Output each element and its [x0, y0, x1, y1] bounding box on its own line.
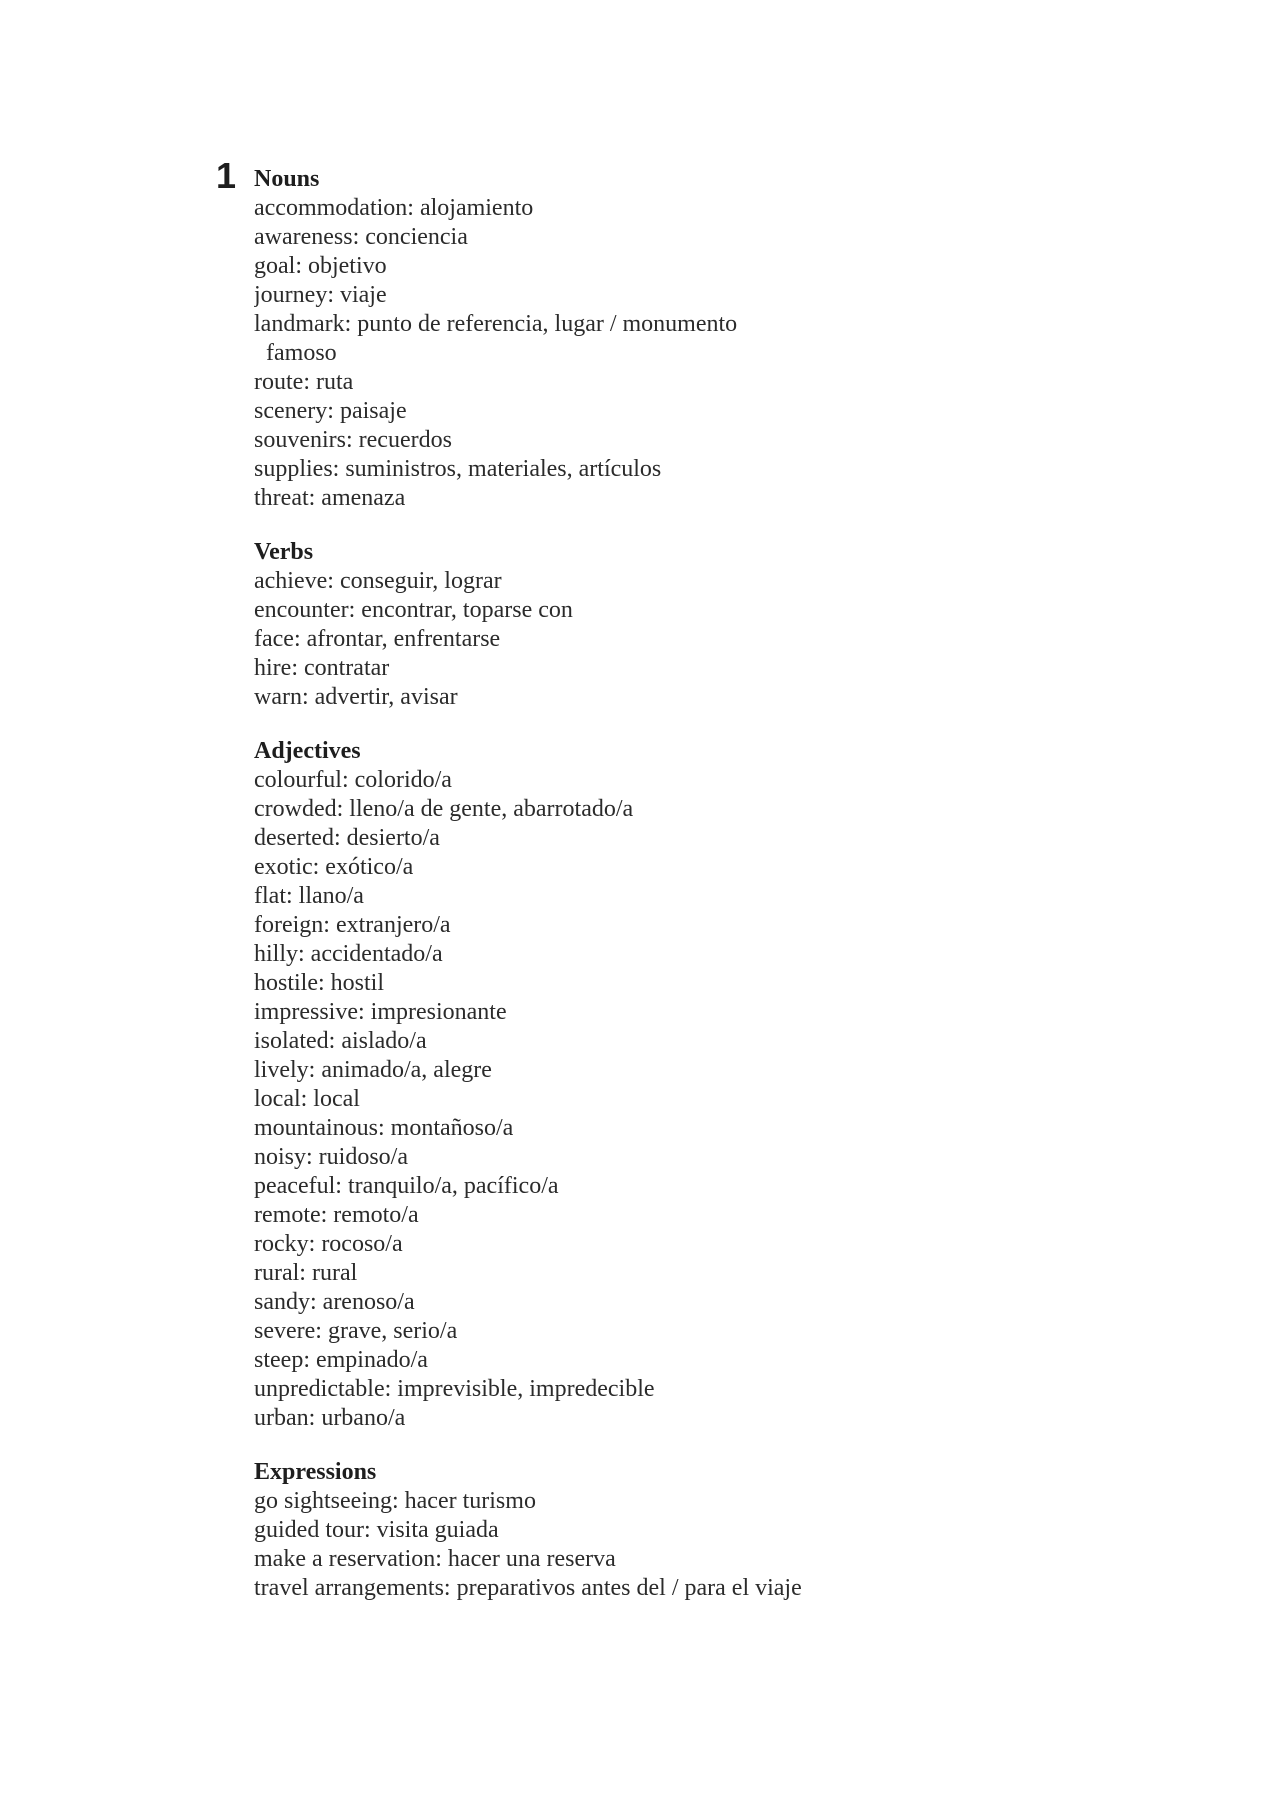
vocab-entry: warn: advertir, avisar [254, 684, 458, 710]
vocab-entry: flat: llano/a [254, 883, 364, 909]
unit-number: 1 [216, 155, 237, 196]
vocab-entry: deserted: desierto/a [254, 825, 440, 851]
section-expressions [254, 1458, 874, 1603]
vocab-entry: threat: amenaza [254, 485, 406, 511]
vocab-entry: urban: urbano/a [254, 1405, 406, 1431]
vocab-entry: make a reservation: hacer una reserva [254, 1546, 616, 1572]
vocab-entry: steep: empinado/a [254, 1347, 428, 1373]
vocab-entry: goal: objetivo [254, 253, 387, 279]
vocab-entry: achieve: conseguir, lograr [254, 568, 502, 594]
vocab-entry: isolated: aislado/a [254, 1028, 427, 1054]
vocab-entry: hilly: accidentado/a [254, 941, 443, 967]
vocab-entry: guided tour: visita guiada [254, 1517, 499, 1543]
vocab-entry: exotic: exótico/a [254, 854, 414, 880]
vocab-entry: local: local [254, 1086, 360, 1112]
vocab-entry: landmark: punto de referencia, lugar / monumento [254, 311, 738, 337]
vocab-entry: rural: rural [254, 1260, 358, 1286]
vocab-entry: rocky: rocoso/a [254, 1231, 403, 1257]
vocab-entry: hire: contratar [254, 655, 390, 681]
vocab-entry: sandy: arenoso/a [254, 1289, 415, 1315]
vocab-entry: travel arrangements: preparativos antes del / para el viaje [254, 1575, 802, 1601]
vocab-entry: scenery: paisaje [254, 398, 407, 424]
section-heading: Expressions [254, 1459, 377, 1485]
vocab-entry: mountainous: montañoso/a [254, 1115, 514, 1141]
section-heading: Nouns [254, 166, 320, 192]
section-verbs [254, 538, 874, 712]
section-adjectives [254, 737, 874, 1433]
vocab-entry: colourful: colorido/a [254, 767, 452, 793]
vocab-entry: remote: remoto/a [254, 1202, 419, 1228]
vocab-entry: severe: grave, serio/a [254, 1318, 458, 1344]
vocab-entry: hostile: hostil [254, 970, 385, 996]
vocab-entry: route: ruta [254, 369, 354, 395]
vocab-entry: souvenirs: recuerdos [254, 427, 452, 453]
vocab-entry: supplies: suministros, materiales, artículos [254, 456, 662, 482]
vocab-entry-continuation: famoso [266, 340, 337, 366]
section-heading: Adjectives [254, 738, 361, 764]
section-heading: Verbs [254, 539, 314, 565]
vocabulary-list [254, 165, 874, 1628]
vocab-entry: peaceful: tranquilo/a, pacífico/a [254, 1173, 559, 1199]
vocab-entry: impressive: impresionante [254, 999, 507, 1025]
vocab-entry: go sightseeing: hacer turismo [254, 1488, 536, 1514]
vocab-entry: noisy: ruidoso/a [254, 1144, 408, 1170]
vocab-entry: face: afrontar, enfrentarse [254, 626, 501, 652]
vocab-entry: accommodation: alojamiento [254, 195, 534, 221]
vocab-entry: crowded: lleno/a de gente, abarrotado/a [254, 796, 634, 822]
section-nouns [254, 165, 874, 513]
vocab-entry: journey: viaje [254, 282, 387, 308]
vocab-entry: unpredictable: imprevisible, impredecible [254, 1376, 655, 1402]
vocab-entry: encounter: encontrar, toparse con [254, 597, 573, 623]
vocab-entry: awareness: conciencia [254, 224, 468, 250]
vocab-entry: foreign: extranjero/a [254, 912, 451, 938]
vocab-entry: lively: animado/a, alegre [254, 1057, 492, 1083]
